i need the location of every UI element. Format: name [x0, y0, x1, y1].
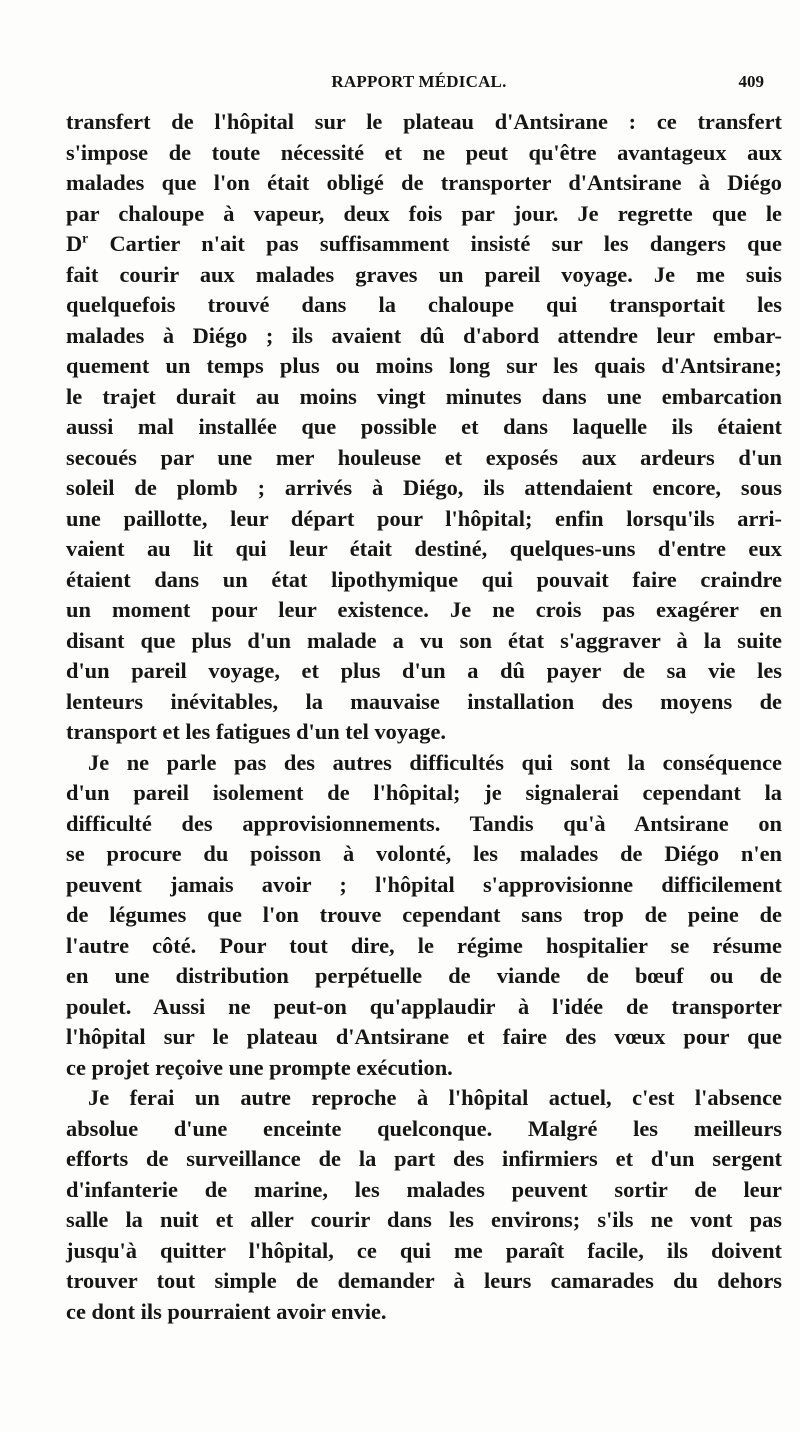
dr-prefix: D — [66, 231, 83, 256]
text-line: un moment pour leur existence. Je ne crois pas exagérer en — [66, 597, 782, 622]
text-line: absolue d'une enceinte quelconque. Malgré les meilleurs — [66, 1115, 782, 1141]
text-line: l'autre côté. Pour tout dire, le régime hospitalier se résume — [66, 932, 782, 958]
text-line: le trajet durait au moins vingt minutes dans une embarcation — [66, 383, 782, 409]
text-line: salle la nuit et aller courir dans les environs; s'ils ne vont pas — [66, 1207, 782, 1232]
text-line: quement un temps plus ou moins long sur les quais d'Antsirane; — [66, 353, 782, 378]
text-line: transport et les fatigues d'un tel voyage. — [66, 719, 446, 744]
text-line: transfert de l'hôpital sur le plateau d'Antsirane : ce transfert — [66, 109, 782, 134]
body-text — [66, 107, 782, 1327]
text-line: quelquefois trouvé dans la chaloupe qui transportait les — [66, 292, 782, 317]
text-line: peuvent jamais avoir ; l'hôpital s'approvisionne difficilement — [66, 871, 782, 897]
text-line: efforts de surveillance de la part des infirmiers et d'un sergent — [66, 1146, 782, 1171]
running-head — [66, 72, 772, 96]
text-line: difficulté des approvisionnements. Tandis qu'à Antsirane on — [66, 810, 782, 836]
text-line: secoués par une mer houleuse et exposés aux ardeurs d'un — [66, 444, 782, 470]
dr-rest: Cartier n'ait pas suffisamment insisté sur les dangers que — [88, 231, 782, 256]
text-line: une paillotte, leur départ pour l'hôpital; enfin lorsqu'ils arri- — [66, 505, 782, 531]
page-number: 409 — [738, 72, 764, 91]
text-line: en une distribution perpétuelle de viande de bœuf ou de — [66, 963, 782, 988]
text-line: malades à Diégo ; ils avaient dû d'abord attendre leur embar- — [66, 322, 782, 348]
text-line: malades que l'on était obligé de transporter d'Antsirane à Diégo — [66, 170, 782, 195]
text-line: de légumes que l'on trouve cependant sans trop de peine de — [66, 902, 782, 927]
text-line: d'un pareil isolement de l'hôpital; je signalerai cependant la — [66, 780, 782, 805]
text-line: poulet. Aussi ne peut-on qu'applaudir à l'idée de transporter — [66, 993, 782, 1019]
paragraph — [66, 107, 782, 748]
paragraph — [66, 1083, 782, 1327]
text-line: s'impose de toute nécessité et ne peut qu'être avantageux aux — [66, 139, 782, 165]
text-line: vaient au lit qui leur était destiné, quelques-uns d'entre eux — [66, 536, 782, 561]
text-line: ce dont ils pourraient avoir envie. — [66, 1298, 387, 1324]
paragraph — [66, 748, 782, 1084]
running-title: RAPPORT MÉDICAL. — [331, 72, 507, 91]
text-line: étaient dans un état lipothymique qui pouvait faire craindre — [66, 566, 782, 592]
text-line-dr — [66, 229, 782, 260]
text-line: lenteurs inévitables, la mauvaise installation des moyens de — [66, 688, 782, 714]
text-line: se procure du poisson à volonté, les malades de Diégo n'en — [66, 841, 782, 866]
text-line: par chaloupe à vapeur, deux fois par jour. Je regrette que le — [66, 200, 782, 226]
text-line: aussi mal installée que possible et dans laquelle ils étaient — [66, 414, 782, 439]
dr-superscript: r — [82, 230, 89, 246]
text-line: Je ferai un autre reproche à l'hôpital actuel, c'est l'absence — [88, 1085, 782, 1110]
text-line: d'infanterie de marine, les malades peuvent sortir de leur — [66, 1176, 782, 1202]
text-line: trouver tout simple de demander à leurs camarades du dehors — [66, 1268, 782, 1293]
text-line: soleil de plomb ; arrivés à Diégo, ils attendaient encore, sous — [66, 475, 782, 500]
text-line: Je ne parle pas des autres difficultés qui sont la conséquence — [88, 749, 782, 775]
text-line: d'un pareil voyage, et plus d'un a dû payer de sa vie les — [66, 658, 782, 683]
text-line: l'hôpital sur le plateau d'Antsirane et faire des vœux pour que — [66, 1024, 782, 1049]
text-line: disant que plus d'un malade a vu son état s'aggraver à la suite — [66, 627, 782, 653]
text-line: jusqu'à quitter l'hôpital, ce qui me paraît facile, ils doivent — [66, 1237, 782, 1263]
text-line: fait courir aux malades graves un pareil voyage. Je me suis — [66, 261, 782, 287]
text-line: ce projet reçoive une prompte exécution. — [66, 1054, 453, 1080]
